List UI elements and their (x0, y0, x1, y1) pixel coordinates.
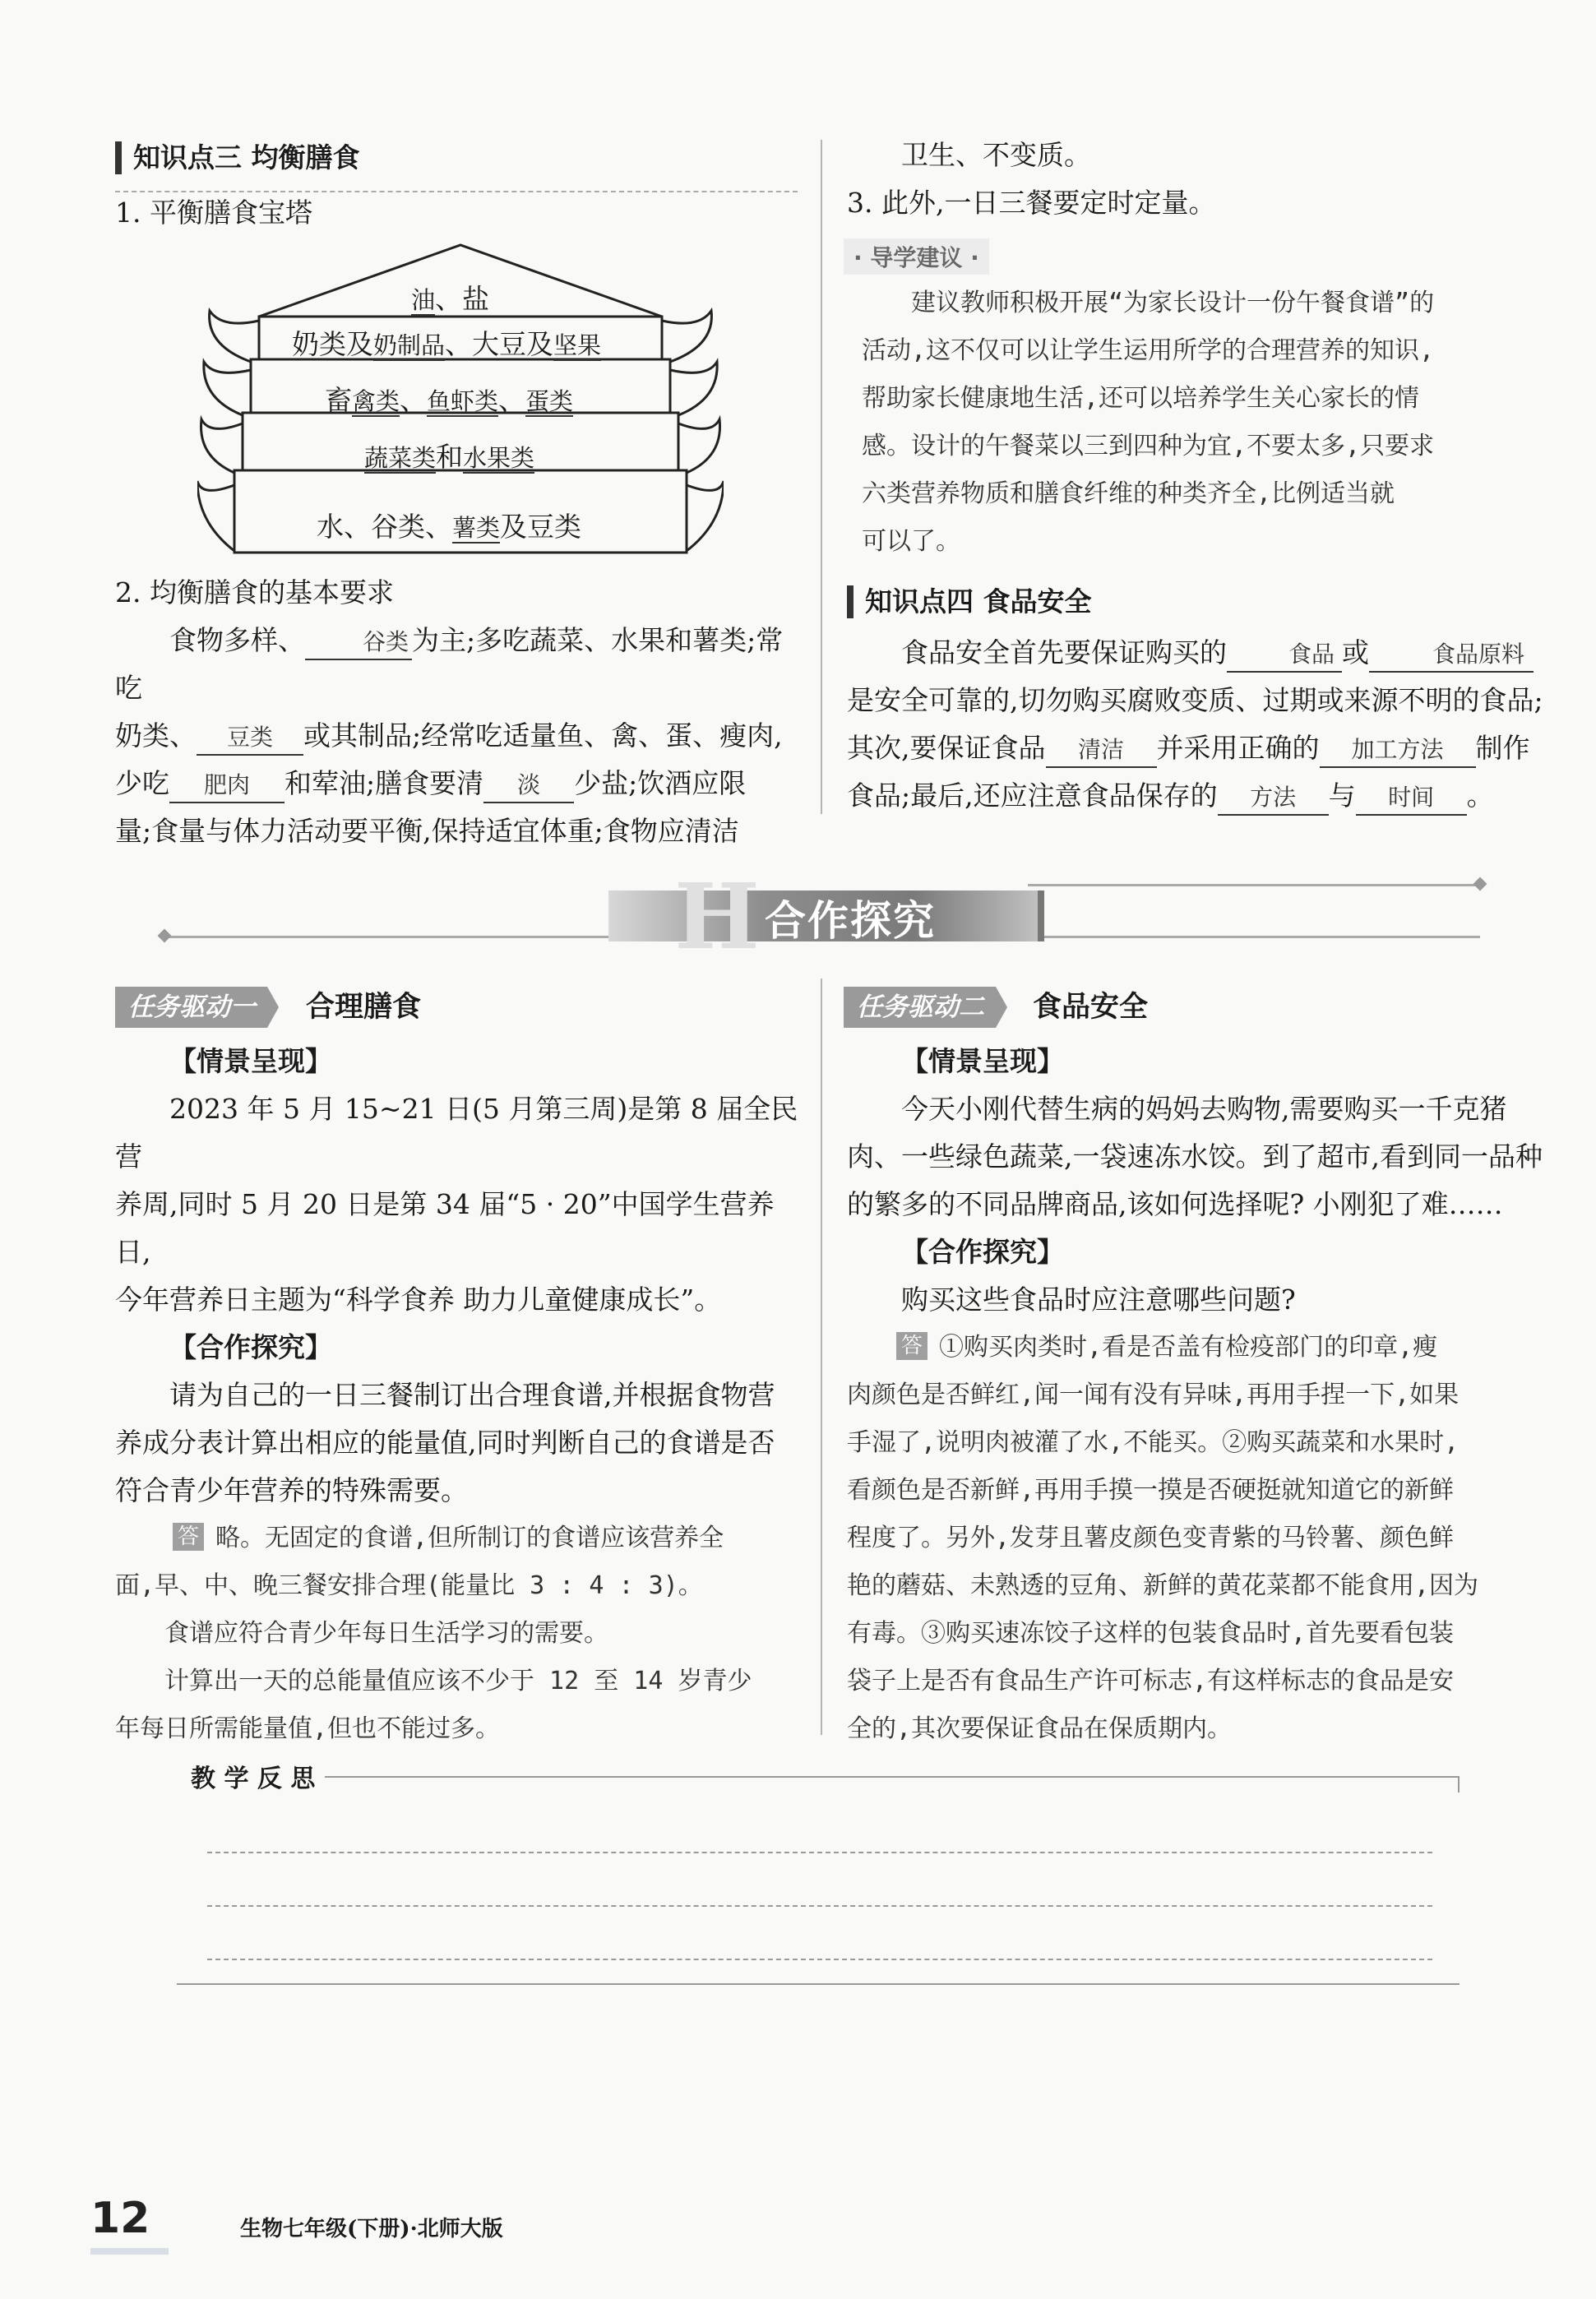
pyramid-tier-1: 油、盐 (411, 283, 490, 315)
banner-rule-right (1028, 884, 1480, 886)
answer-blank: 谷类 (305, 626, 412, 660)
answer-blank: 时间 (1356, 781, 1467, 816)
answer-blank: 豆类 (197, 721, 303, 756)
task1-scene-label: 【情景呈现】 (169, 1045, 332, 1077)
answer-blank: 清洁 (1046, 733, 1157, 768)
kp3-sub1: 1. 平衡膳食宝塔 (115, 197, 312, 229)
pyramid-tier-2: 奶类及奶制品、大豆及坚果 (292, 328, 602, 360)
guide-text: 建议教师积极开展“为家长设计一份午餐食谱”的 活动,这不仅可以让学生运用所学的合理营养的知识, 帮助家长健康地生活,还可以培养学生关心家长的情 感。设计的午餐菜以三到四种为宜,不要太多,只要求 六类营养物质和膳食纤维的种类齐全,比例适当就 可以了。 (862, 289, 1435, 556)
page-number: 12 (90, 2194, 150, 2243)
answer-badge: 答 (896, 1332, 928, 1360)
column-divider (821, 978, 822, 1735)
banner-title: 合作探究 (765, 897, 936, 945)
reflection-line (207, 1905, 1432, 1907)
pyramid-tier-3: 畜禽类、鱼虾类、蛋类 (325, 384, 574, 416)
task2-scene-label: 【情景呈现】 (901, 1045, 1064, 1077)
task2-tag: 任务驱动二 (844, 987, 996, 1028)
task1-tag-arrow (267, 987, 279, 1028)
answer-blank: 淡 (483, 769, 574, 803)
kp3-requirements: 2. 均衡膳食的基本要求 食物多样、 谷类 为主;多吃蔬菜、水果和薯类;常吃 奶类、 豆类 或其制品;经常吃适量鱼、禽、蛋、瘦肉, 少吃 肥肉 和荤油;膳食要清 淡 少盐;饮酒应限 量;食量与体力活动要平衡,保持适宜体重;食物应清洁 (115, 569, 806, 855)
column-divider (821, 140, 822, 814)
kp4-title: 知识点四 食品安全 (847, 585, 1092, 618)
banner-letter-h: H (674, 863, 760, 969)
book-title: 生物七年级(下册)·北师大版 (240, 2217, 503, 2241)
guide-label: · 导学建议 · (844, 238, 989, 275)
answer-blank: 方法 (1218, 781, 1329, 816)
answer-blank: 加工方法 (1320, 733, 1476, 768)
answer-blank: 食品 (1227, 638, 1342, 673)
kp4-text: 食品安全首先要保证购买的 食品 或 食品原料 是安全可靠的,切勿购买腐败变质、过期或来源不明的食品; 其次,要保证食品 清洁 并采用正确的 加工方法 制作 食品;最后,还应注意食品保存的 方法 与 时间 。 (847, 629, 1554, 820)
reflection-label: 教 学 反 思 (191, 1765, 316, 1793)
task2-coop-label: 【合作探究】 (901, 1236, 1064, 1268)
kp3-title: 知识点三 均衡膳食 (115, 141, 360, 174)
kp3-sub2: 2. 均衡膳食的基本要求 (115, 576, 394, 608)
task1-tag: 任务驱动一 (115, 987, 267, 1028)
answer-blank: 食品原料 (1369, 638, 1534, 673)
banner-diamond-left (158, 929, 172, 943)
task2-body: 【情景呈现】 今天小刚代替生病的妈妈去购物,需要购买一千克猪 肉、一些绿色蔬菜,一袋速冻水饺。到了超市,看到同一品种 的繁多的不同品牌商品,该如何选择呢? 小刚犯了难…… 【合作探究】 购买这些食品时应注意哪些问题? 答 ①购买肉类时,看是否盖有检疫部门的印章,瘦 肉颜色是否鲜红,闻一闻有没有异味,再用手捏一下,如果 手湿了,说明肉被灌了水,不能买。②购买蔬菜和水果时, 看颜色是否新鲜,再用手摸一摸是否硬挺就知道它的新鲜 程度了。另外,发芽且薯皮颜色变青紫的马铃薯、颜色鲜 艳的蘑菇、未熟透的豆角、新鲜的黄花菜都不能食用,因为 有毒。③购买速冻饺子这样的包装食品时,首先要看包装 袋子上是否有食品生产许可标志,有这样标志的食品是安 全的,其次要保证食品在保质期内。 (847, 1038, 1554, 1753)
task1-body: 【情景呈现】 2023 年 5 月 15~21 日(5 月第三周)是第 8 届全民营 养周,同时 5 月 20 日是第 34 届“5 · 20”中国学生营养日, 今年营养日主题为“科学食养 助力儿童健康成长”。 【合作探究】 请为自己的一日三餐制订出合理食谱,并根据食物营 养成分表计算出相应的能量值,同时判断自己的食谱是否 符合青少年营养的特殊需要。 答 略。无固定的食谱,但所制订的食谱应该营养全 面,早、中、晚三餐安排合理(能量比 3 : 4 : 3)。 食谱应符合青少年每日生活学习的需要。 计算出一天的总能量值应该不少于 12 至 14 岁青少 年每日所需能量值,但也不能过多。 (115, 1038, 802, 1753)
reflection-bottom-rule (177, 1983, 1460, 1985)
task1-title: 合理膳食 (306, 991, 422, 1024)
task2-tag-arrow (996, 987, 1007, 1028)
reflection-line (207, 1959, 1432, 1960)
reflection-line (207, 1852, 1432, 1853)
task2-title: 食品安全 (1033, 991, 1149, 1024)
pyramid-tier-4: 蔬菜类和水果类 (364, 441, 535, 473)
banner-diamond-right (1473, 877, 1487, 891)
reflection-top-rule (325, 1776, 1460, 1778)
pyramid-tier-5: 水、谷类、薯类及豆类 (317, 511, 582, 543)
page-number-accent (90, 2248, 169, 2255)
answer-badge: 答 (173, 1523, 204, 1551)
answer-blank: 肥肉 (169, 769, 285, 803)
banner-end-bar (1038, 890, 1044, 941)
task1-coop-label: 【合作探究】 (169, 1331, 332, 1363)
reflection-corner (1458, 1776, 1460, 1792)
right-top-text: 卫生、不变质。 3. 此外,一日三餐要定时定量。 (847, 139, 1216, 219)
